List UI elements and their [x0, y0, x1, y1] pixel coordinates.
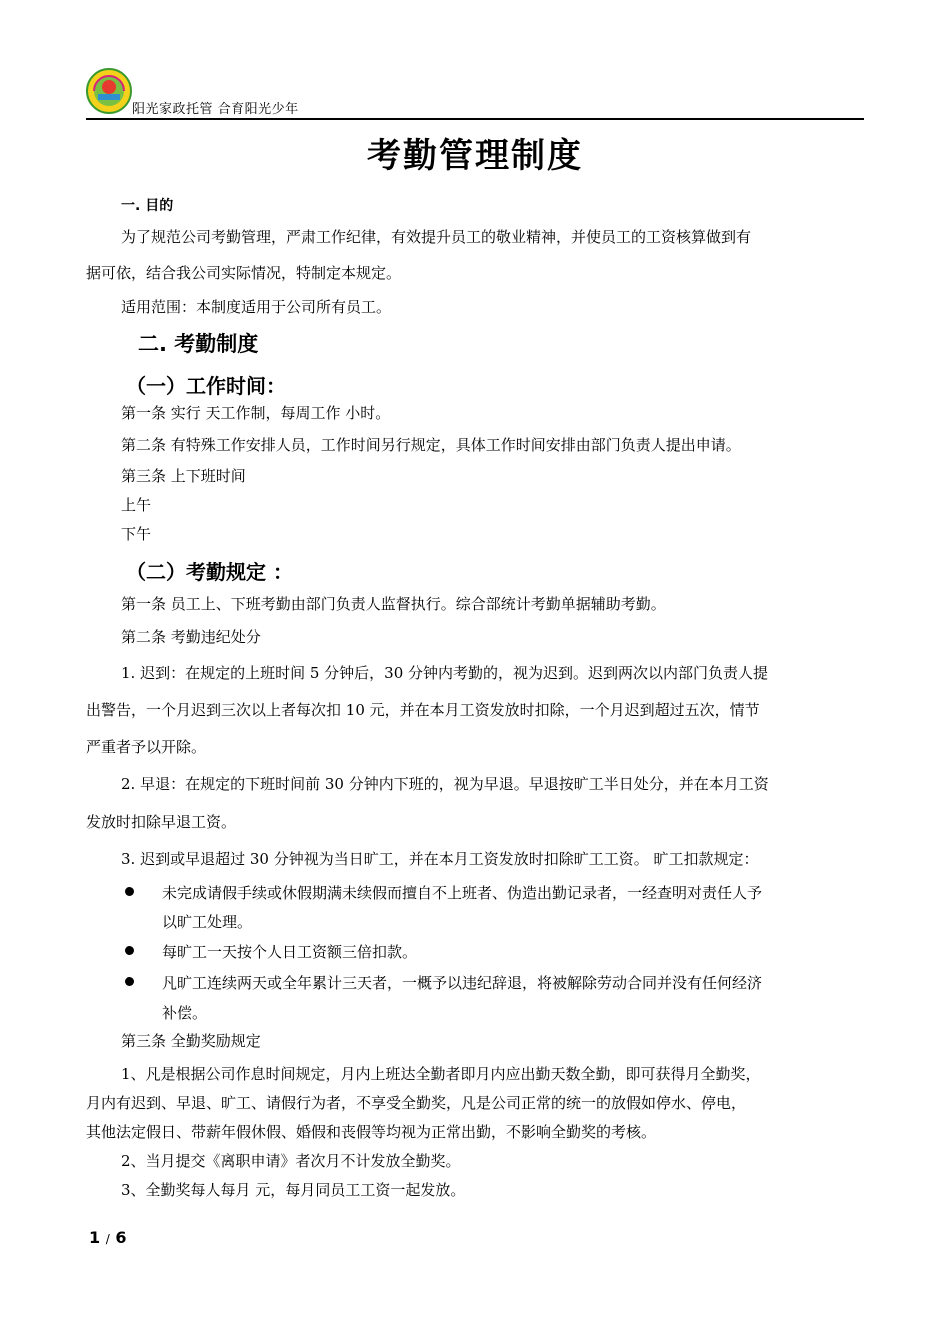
scope-text: 适用范围：本制度适用于公司所有员工。: [121, 298, 392, 316]
bullet-item-line: 补偿。: [162, 1004, 208, 1022]
purpose-paragraph-line: 为了规范公司考勤管理，严肃工作纪律，有效提升员工的敬业精神，并使员工的工资核算做到有: [121, 228, 752, 246]
subsection-worktime-heading: （一）工作时间：: [126, 374, 286, 398]
bullet-item-line: 未完成请假手续或休假期满未续假而擅自不上班者、伪造出勤记录者，一经查明对责任人予: [162, 884, 763, 902]
section-attendance-heading: 二. 考勤制度: [138, 332, 259, 356]
bullet-item-line: 每旷工一天按个人日工资额三倍扣款。: [162, 943, 418, 961]
page-separator: /: [105, 1232, 110, 1246]
bullet-item-line: 以旷工处理。: [162, 913, 253, 931]
late-rule-line: 严重者予以开除。: [86, 738, 207, 756]
document-title: 考勤管理制度: [367, 136, 583, 176]
late-rule-line: 1. 迟到：在规定的上班时间 5 分钟后，30 分钟内考勤的，视为迟到。迟到两次以内部门负责人提: [121, 664, 769, 682]
early-rule-line: 2. 早退：在规定的下班时间前 30 分钟内下班的，视为早退。早退按旷工半日处分，并在本月工资: [121, 775, 769, 793]
subsection-rules-heading: （二）考勤规定 ：: [126, 560, 293, 584]
article-text: 第一条 员工上、下班考勤由部门负责人监督执行。综合部统计考勤单据辅助考勤。: [121, 595, 666, 613]
article-text: 第一条 实行 天工作制，每周工作 小时。: [121, 404, 391, 422]
purpose-paragraph-line: 据可依，结合我公司实际情况，特制定本规定。: [86, 264, 402, 282]
early-rule-line: 发放时扣除早退工资。: [86, 813, 237, 831]
page-total: 6: [115, 1228, 127, 1247]
late-rule-line: 出警告，一个月迟到三次以上者每次扣 10 元，并在本月工资发放时扣除，一个月迟到超过五次，情节: [86, 701, 760, 719]
full-attendance-line: 1、凡是根据公司作息时间规定，月内上班达全勤者即月内应出勤天数全勤，即可获得月全勤奖，: [121, 1065, 761, 1083]
company-logo: [86, 68, 132, 114]
article-text: 第三条 上下班时间: [121, 467, 246, 485]
article-text: 第二条 考勤违纪处分: [121, 628, 261, 646]
full-attendance-line: 其他法定假日、带薪年假休假、婚假和丧假等均视为正常出勤，不影响全勤奖的考核。: [86, 1123, 657, 1141]
morning-label: 上午: [121, 496, 152, 514]
header-tagline: 阳光家政托管 合育阳光少年: [132, 102, 299, 117]
page-current: 1: [89, 1228, 101, 1247]
page-header: [86, 68, 864, 120]
section-purpose-heading: 一. 目的: [121, 198, 174, 214]
article-text: 第三条 全勤奖励规定: [121, 1032, 261, 1050]
afternoon-label: 下午: [121, 525, 152, 543]
bullet-item-line: 凡旷工连续两天或全年累计三天者，一概予以违纪辞退，将被解除劳动合同并没有任何经济: [162, 974, 763, 992]
bullet-icon: [125, 946, 134, 955]
full-attendance-item: 2、当月提交《离职申请》者次月不计发放全勤奖。: [121, 1152, 461, 1170]
page-number: [89, 1228, 126, 1247]
absent-rule-line: 3. 迟到或早退超过 30 分钟视为当日旷工，并在本月工资发放时扣除旷工工资。 旷工扣款规定：: [121, 850, 759, 868]
bullet-icon: [125, 887, 134, 896]
article-text: 第二条 有特殊工作安排人员，工作时间另行规定，具体工作时间安排由部门负责人提出申请。: [121, 436, 741, 454]
bullet-icon: [125, 977, 134, 986]
full-attendance-line: 月内有迟到、早退、旷工、请假行为者，不享受全勤奖，凡是公司正常的统一的放假如停水、停电，: [86, 1094, 747, 1112]
full-attendance-item: 3、全勤奖每人每月 元，每月同员工工资一起发放。: [121, 1181, 466, 1199]
